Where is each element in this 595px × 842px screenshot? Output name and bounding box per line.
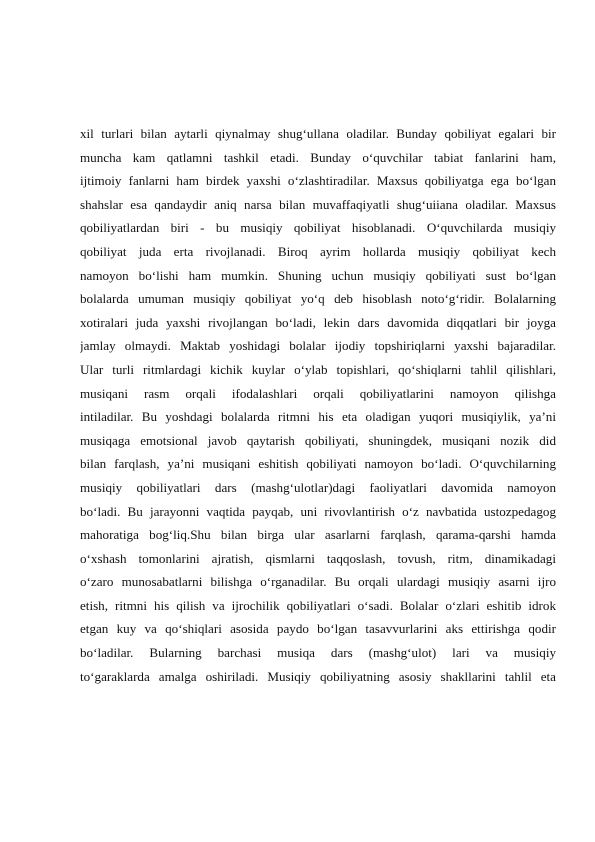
text-line: etgan kuy va qo‘shiqlari asosida paydo bo‘lgan tasavvurlarini aks ettirishga qodir — [80, 621, 556, 637]
text-line: ijtimoiy fanlarni ham birdek yaxshi o‘zlashtiradilar. Maxsus qobiliyatga ega bo‘lgan — [80, 173, 556, 189]
text-line: o‘zaro munosabatlarni bilishga o‘rganadilar. Bu orqali ulardagi musiqiy asarni ijro — [80, 574, 556, 590]
text-line: bolalarda umuman musiqiy qobiliyat yo‘q deb hisoblash noto‘g‘ridir. Bolalarning — [80, 291, 556, 307]
text-line: jamlay olmaydi. Maktab yoshidagi bolalar ijodiy topshiriqlarni yaxshi bajaradilar. — [80, 338, 556, 354]
text-line: etish, ritmni his qilish va ijrochilik qobiliyatlari o‘sadi. Bolalar o‘zlari eshitib idrok — [80, 597, 556, 613]
text-line: bo‘ladi. Bu jarayonni vaqtida payqab, uni rivovlantirish o‘z navbatida ustozpedagog — [80, 503, 556, 519]
text-line: xotiralari juda yaxshi rivojlangan bo‘ladi, lekin dars davomida diqqatlari bir joyga — [80, 314, 556, 330]
text-line: qobiliyatlardan biri - bu musiqiy qobiliyat hisoblanadi. O‘quvchilarda musiqiy — [80, 220, 556, 236]
text-line: shahslar esa qandaydir aniq narsa bilan muvaffaqiyatli shug‘uiiana oladilar. Maxsus — [80, 196, 556, 212]
text-line: Ular turli ritmlardagi kichik kuylar o‘ylab topishlari, qo‘shiqlarni tahlil qilishlari, — [80, 361, 556, 377]
text-line: o‘xshash tomonlarini ajratish, qismlarni taqqoslash, tovush, ritm, dinamikadagi — [80, 550, 556, 566]
text-line: musiqiy qobiliyatlari dars (mashg‘ulotlar)dagi faoliyatlari davomida namoyon — [80, 479, 556, 495]
text-line: qobiliyat juda erta rivojlanadi. Biroq ayrim hollarda musiqiy qobiliyat kech — [80, 243, 556, 259]
text-line: musiqani rasm orqali ifodalashlari orqali qobiliyatlarini namoyon qilishga — [80, 385, 556, 401]
text-line: to‘garaklarda amalga oshiriladi. Musiqiy qobiliyatning asosiy shakllarini tahlil eta — [80, 668, 556, 684]
text-line: muncha kam qatlamni tashkil etadi. Bunday o‘quvchilar tabiat fanlarini ham, — [80, 149, 556, 165]
text-line: mahoratiga bog‘liq.Shu bilan birga ular asarlarni farqlash, qarama-qarshi hamda — [80, 527, 556, 543]
body-text — [80, 122, 556, 688]
text-line: musiqaga emotsional javob qaytarish qobiliyati, shuningdek, musiqani nozik did — [80, 432, 556, 448]
text-line: intiladilar. Bu yoshdagi bolalarda ritmni his eta oladigan yuqori musiqiylik, ya’ni — [80, 409, 556, 425]
text-line: xil turlari bilan aytarli qiynalmay shug‘ullana oladilar. Bunday qobiliyat egalari bir — [80, 126, 556, 141]
text-line: namoyon bo‘lishi ham mumkin. Shuning uchun musiqiy qobiliyati sust bo‘lgan — [80, 267, 556, 283]
text-line: bilan farqlash, ya’ni musiqani eshitish qobiliyati namoyon bo‘ladi. O‘quvchilarning — [80, 456, 556, 472]
text-line: bo‘ladilar. Bularning barchasi musiqa dars (mashg‘ulot) lari va musiqiy — [80, 645, 556, 661]
